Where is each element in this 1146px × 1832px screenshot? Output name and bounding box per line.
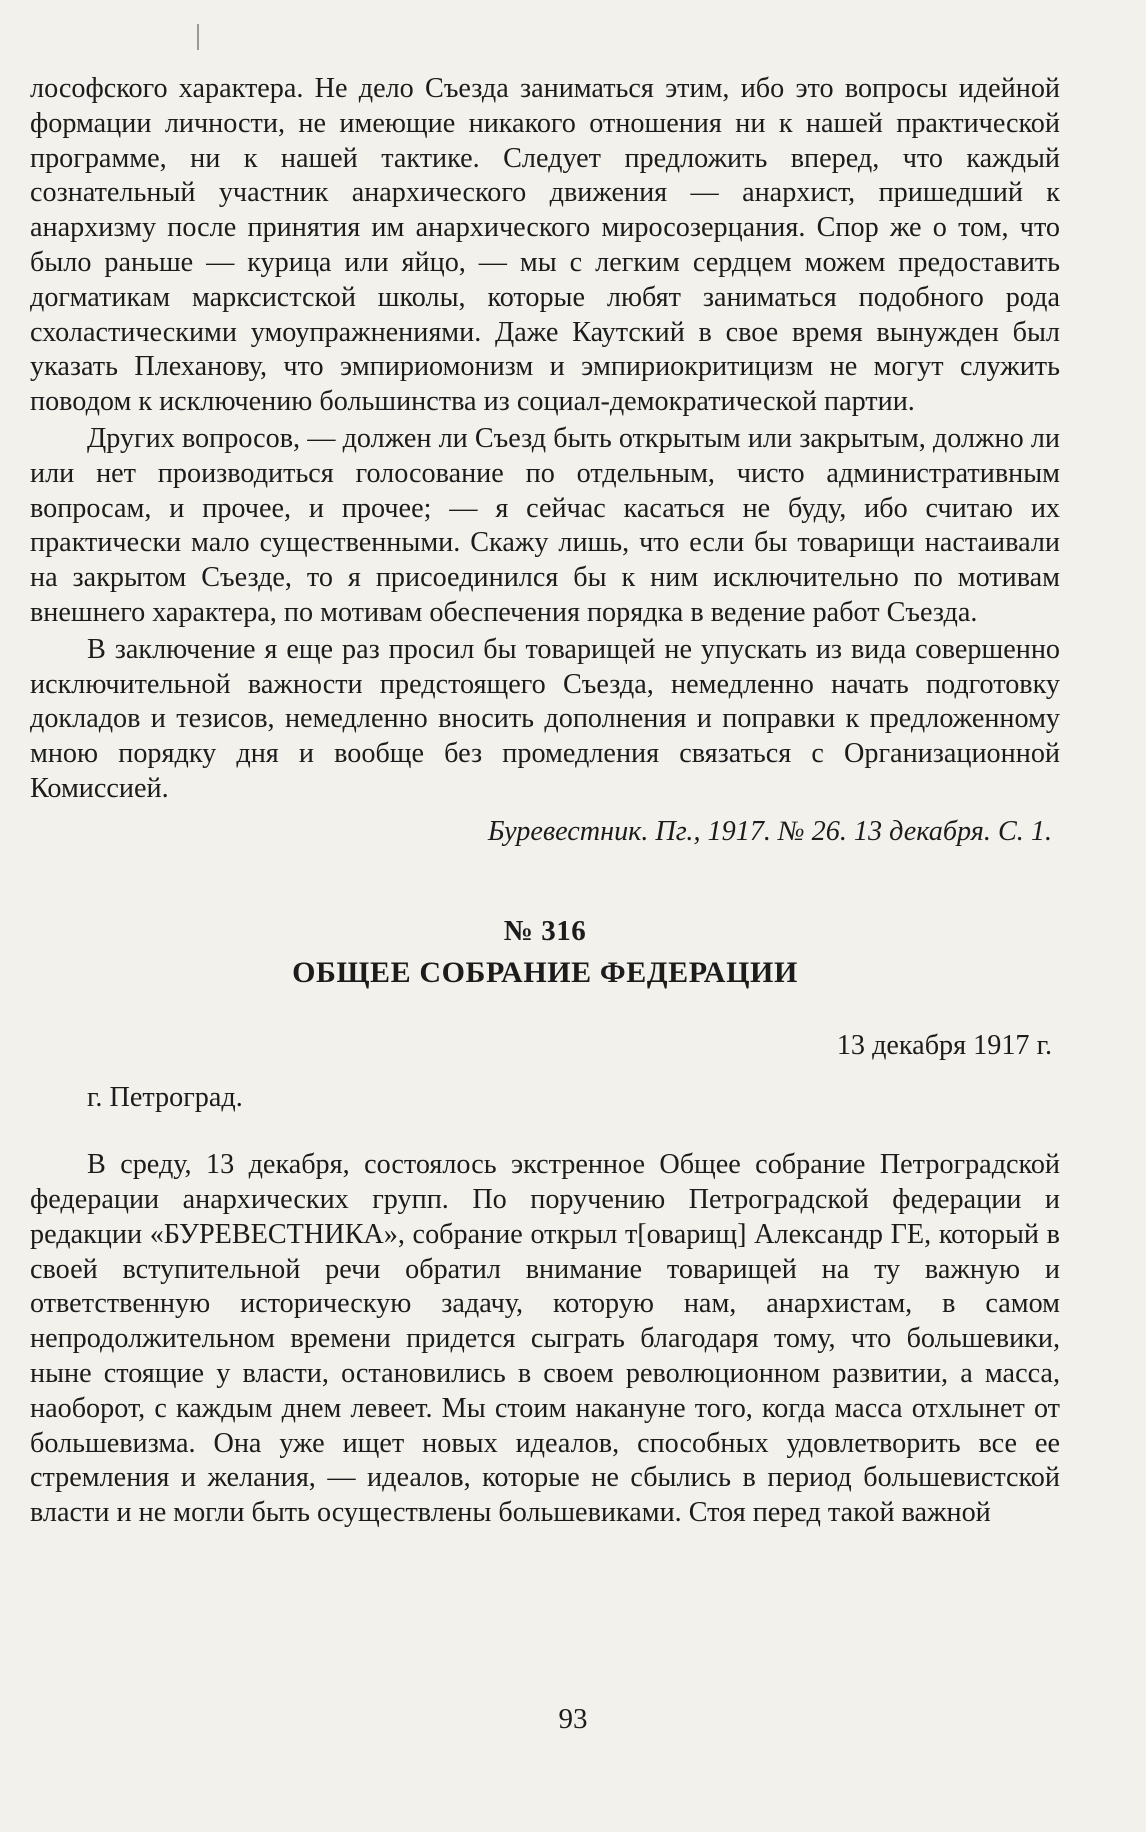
document-place: г. Петроград. [87,1082,243,1114]
source-citation: Буревестник. Пг., 1917. № 26. 13 декабря. С. 1. [487,815,1052,847]
page-number: 93 [558,1703,588,1735]
page-body [30,72,1060,1531]
paragraph-other-questions: Других вопросов, — должен ли Съезд быть открытым или закрытым, должно ли или нет производиться голосование по отдельным, чисто административным вопросам, и прочее, и прочее; — я сейчас касаться не буду, ибо считаю их практически мало существенными. Скажу лишь, что если бы товарищи настаивали на закрытом Съезде, то я присоединился бы к ним исключительно по мотивам внешнего характера, по мотивам обеспечения порядка в ведение работ Съезда. [30,422,1060,628]
continuation-paragraph: лософского характера. Не дело Съезда заниматься этим, ибо это вопросы идейной формации личности, не имеющие никакого отношения ни к нашей практической программе, ни к нашей тактике. Следует предложить вперед, что каждый сознательный участник анархического движения — анархист, пришедший к анархизму после принятия им анархического миросозерцания. Спор же о том, что было раньше — курица или яйцо, — мы с легким сердцем можем предоставить догматикам марксистской школы, которые любят заниматься подобного рода схоластическими умоупражнениями. Даже Каутский в свое время вынужден был указать Плеханову, что эмпириомонизм и эмпириокритицизм не могут служить поводом к исключению большинства из социал-демократической партии. [30,73,1060,418]
document-number: № 316 [503,914,587,947]
document-date: 13 декабря 1917 г. [836,1029,1052,1061]
paragraph-meeting: В среду, 13 декабря, состоялось экстренное Общее собрание Петроградской федерации анархических групп. По поручению Петроградской федерации и редакции «БУРЕВЕСТНИКА», собрание открыл т[оварищ] Александр ГЕ, который в своей вступительной речи обратил внимание товарищей на ту важную и ответственную историческую задачу, которую нам, анархистам, в самом непродолжительном времени придется сыграть благодаря тому, что большевики, ныне стоящие у власти, остановились в своем революционном развитии, а масса, наоборот, с каждым днем левеет. Мы стоим накануне того, когда масса отхлынет от большевизма. Она уже ищет новых идеалов, способных удовлетворить все ее стремления и желания, — идеалов, которые не сбылись в период большевистской власти и не могли быть осуществлены большевиками. Стоя перед такой важной [30,1149,1060,1529]
paragraph-conclusion: В заключение я еще раз просил бы товарищей не упускать из вида совершенно исключительной важности предстоящего Съезда, немедленно начать подготовку докладов и тезисов, немедленно вносить дополнения и поправки к предложенному мною порядку дня и вообще без промедления связаться с Организационной Комиссией. [30,633,1060,804]
document-title: ОБЩЕЕ СОБРАНИЕ ФЕДЕРАЦИИ [292,955,798,989]
scan-mark [197,24,199,50]
